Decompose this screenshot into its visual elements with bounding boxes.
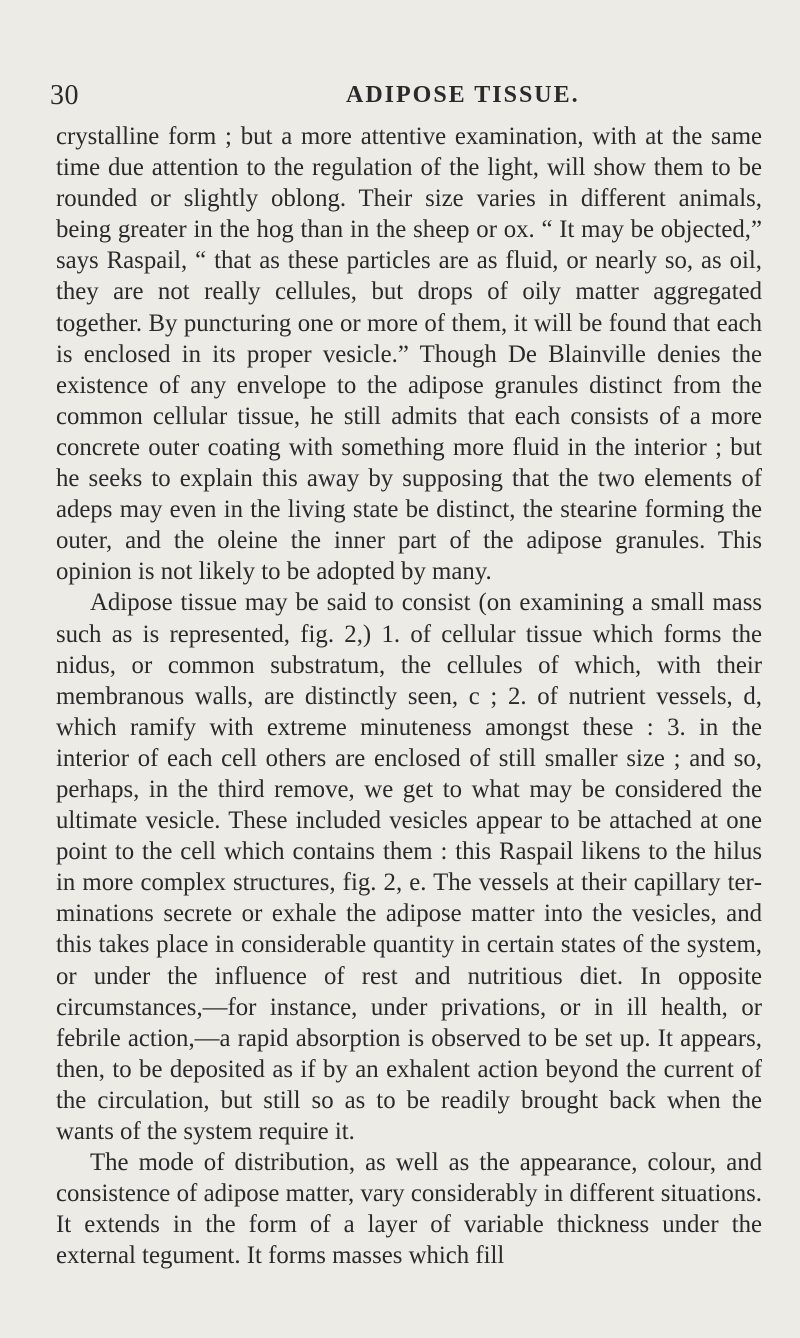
page-number: 30 [50, 80, 79, 111]
running-title: ADIPOSE TISSUE. [346, 82, 580, 108]
paragraph-distribution: The mode of distribution, as well as the appearance, colour, and consistence of adipose matter, vary considerably in different situations. It extends in the form of a layer of variable thickness under the external tegument. It forms masses which fill [56, 1149, 762, 1270]
paragraph-continued: crystalline form ; but a more attentive examination, with at the same time due attention to the regulation of the light, will show them to be rounded or slightly oblong. Their size varies in different animals, being greater in the hog than in the sheep or ox. “ It may be objected,” says Raspail, “ that as these particles are as fluid, or nearly so, as oil, they are not really cellules, but drops of oily matter aggregated together. By puncturing one or more of them, it will be found that each is enclosed in its proper vesicle.” Though De Blainville denies the existence of any envelope to the adipose granules distinct from the common cellular tissue, he still admits that each consists of a more concrete outer coating with something more fluid in the interior ; but he seeks to explain this away by supposing that the two elements of adeps may even in the living state be distinct, the stearine forming the outer, and the oleine the inner part of the adipose granules. This opinion is not likely to be adopted by many. [56, 123, 762, 586]
body-text [56, 121, 762, 1271]
running-head [50, 80, 762, 110]
paragraph-adipose-structure: Adipose tissue may be said to consist (on examining a small mass such as is represented, fig. 2,) 1. of cellular tissue which forms the nidus, or common substratum, the cellules of which, with their membranous walls, are distinctly seen, c ; 2. of nutrient vessels, d, which ramify with extreme minuteness amongst these : 3. in the interior of each cell others are enclosed of still smaller size ; and so, perhaps, in the third remove, we get to what may be considered the ultimate vesicle. These included vesicles appear to be attached at one point to the cell which contains them : this Raspail likens to the hilus in more complex structures, fig. 2, e. The vessels at their capillary terminations secrete or exhale the adipose matter into the vesicles, and this takes place in considerable quantity in certain states of the system, or under the influence of rest and nutritious diet. In opposite circumstances,—for instance, under privations, or in ill health, or febrile action,—a rapid absorption is observed to be set up. It appears, then, to be deposited as if by an exhalent action beyond the current of the circulation, but still so as to be readily brought back when the wants of the system require it. [56, 589, 762, 1145]
